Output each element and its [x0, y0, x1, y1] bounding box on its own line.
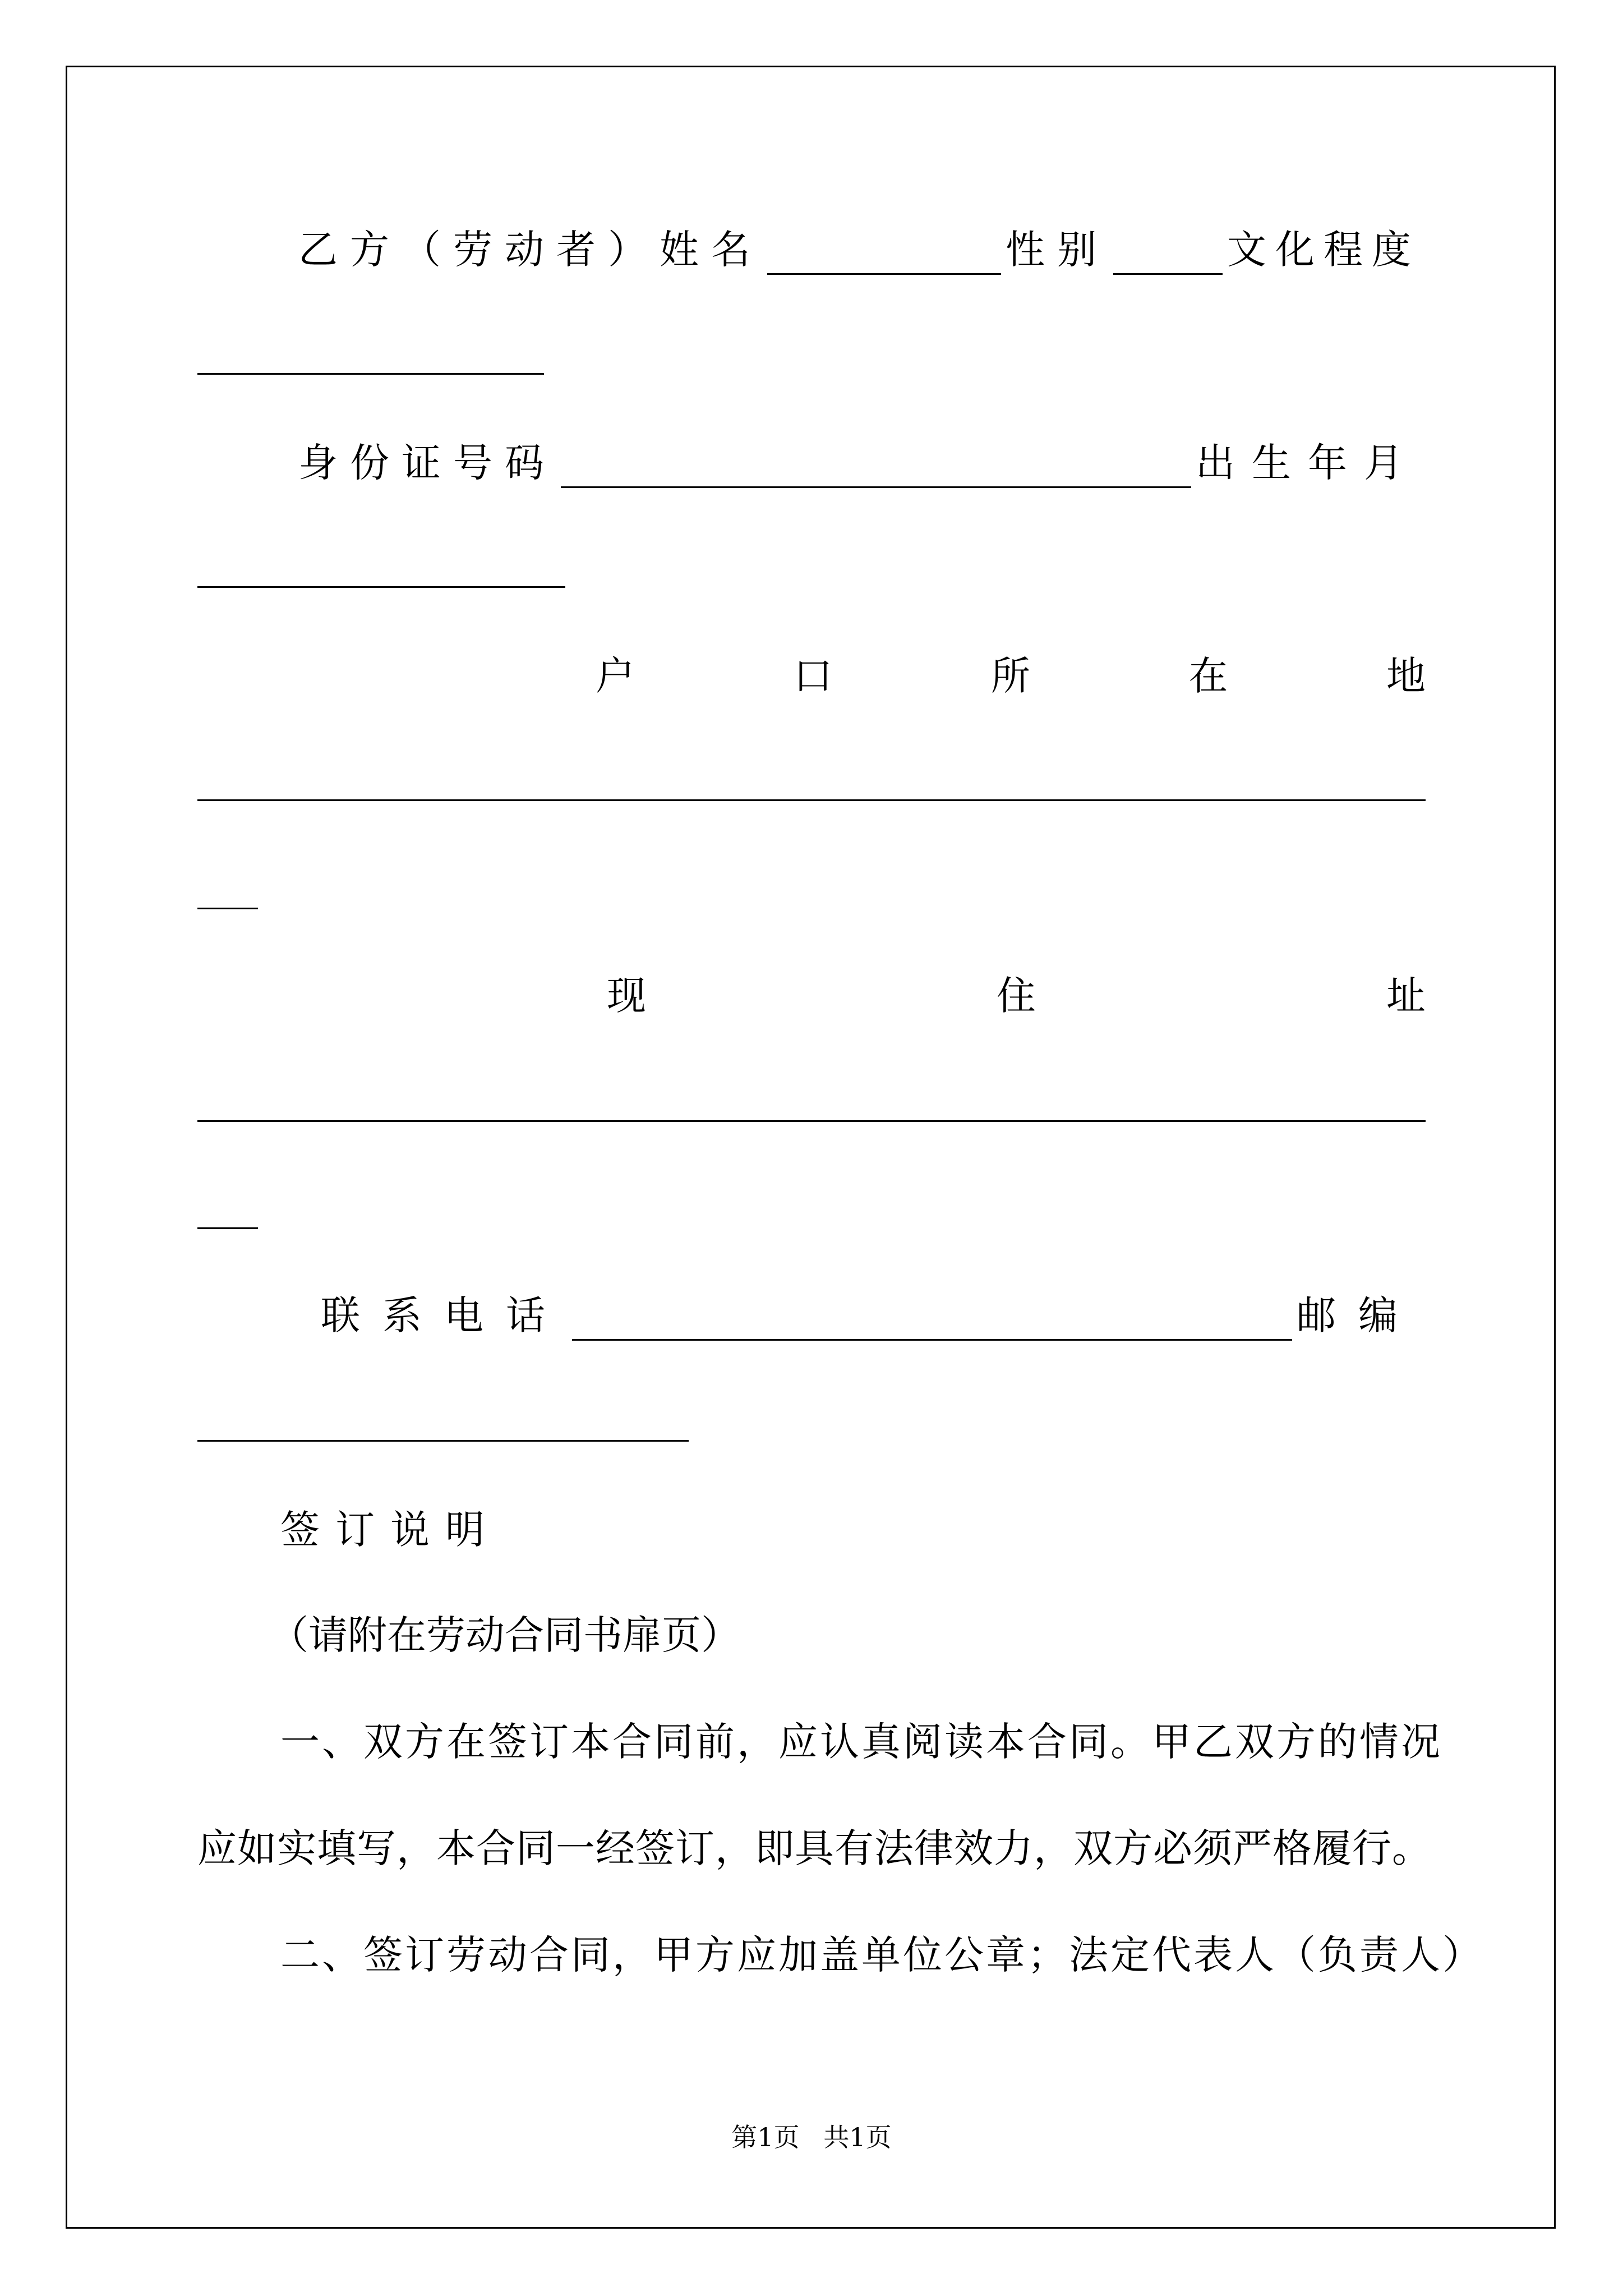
hukou-char: 在 — [1188, 653, 1228, 699]
address-char: 现 — [607, 973, 646, 1019]
address-field-continued[interactable] — [197, 1227, 258, 1229]
instructions-subheading: （请附在劳动合同书扉页） — [269, 1612, 740, 1658]
instruction-item-1: 一、双方在签订本合同前，应认真阅读本合同。甲乙双方的情况 — [280, 1719, 1442, 1765]
instructions-heading: 签订说明 — [280, 1507, 500, 1553]
gender-field[interactable] — [1113, 273, 1223, 275]
phone-label: 联系电话 — [321, 1292, 568, 1338]
address-char: 址 — [1386, 973, 1426, 1019]
postcode-field[interactable] — [197, 1440, 689, 1442]
page-footer — [0, 2120, 1623, 2154]
instruction-item-1-continued: 应如实填写，本合同一经签订，即具有法律效力，双方必须严格履行。 — [197, 1825, 1432, 1871]
form-row-id — [197, 438, 1420, 488]
birth-date-label: 出生年月 — [1196, 440, 1420, 486]
id-number-field[interactable] — [561, 486, 1191, 488]
hukou-field[interactable] — [197, 799, 1426, 801]
hukou-char: 所 — [991, 653, 1030, 699]
education-label: 文化程度 — [1227, 227, 1420, 273]
hukou-field-continued[interactable] — [197, 908, 258, 909]
address-field[interactable] — [197, 1120, 1426, 1122]
address-char: 住 — [997, 973, 1036, 1019]
hukou-char: 地 — [1386, 653, 1426, 699]
page-total: 共1页 — [823, 2122, 892, 2152]
name-label: 乙方（劳动者）姓名 — [298, 227, 763, 273]
name-field[interactable] — [767, 273, 1001, 275]
education-field[interactable] — [197, 373, 544, 375]
hukou-char: 口 — [793, 653, 833, 699]
birth-date-field[interactable] — [197, 586, 565, 588]
form-row-hukou — [596, 651, 1426, 701]
form-row-address — [607, 970, 1426, 1021]
page-border — [66, 66, 1556, 2229]
postcode-label: 邮编 — [1297, 1292, 1420, 1338]
gender-label: 性别 — [1006, 227, 1109, 273]
form-row-phone — [197, 1290, 1420, 1341]
instruction-item-2: 二、签订劳动合同，甲方应加盖单位公章；法定代表人（负责人） — [280, 1932, 1484, 1978]
form-row-name — [197, 224, 1420, 275]
hukou-char: 户 — [596, 653, 635, 699]
id-number-label: 身份证号码 — [298, 440, 556, 486]
page-number: 第1页 — [731, 2122, 800, 2152]
phone-field[interactable] — [572, 1339, 1292, 1341]
